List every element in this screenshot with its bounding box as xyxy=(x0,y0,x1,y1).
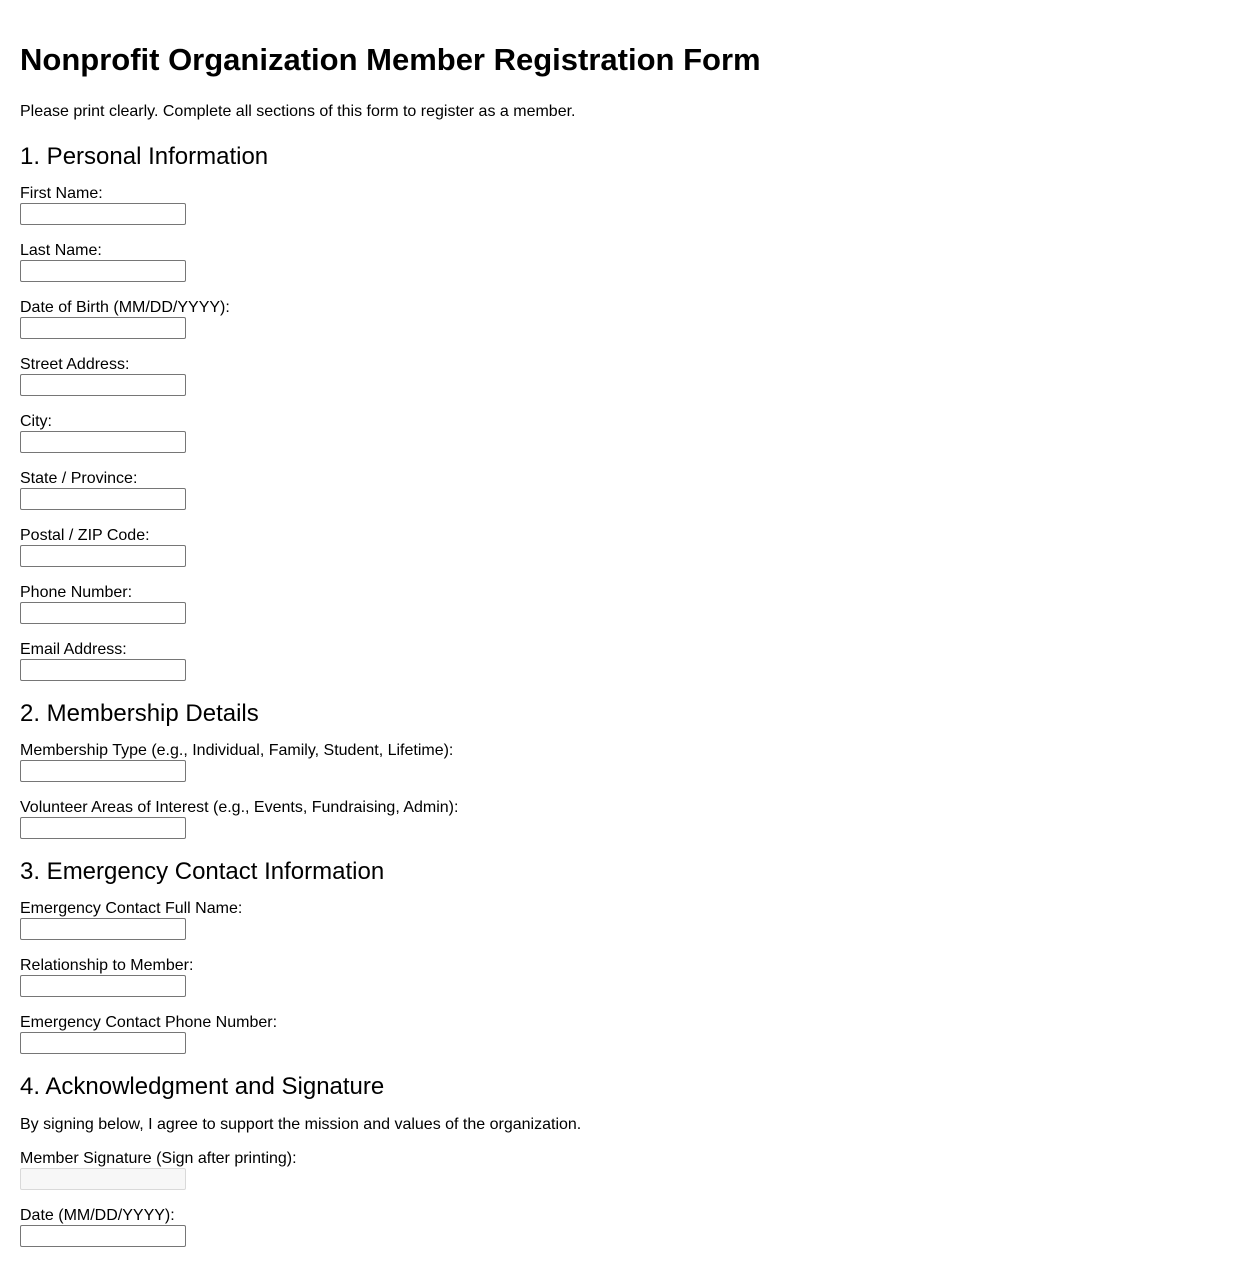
last-name-input[interactable] xyxy=(20,260,186,282)
acknowledgment-text: By signing below, I agree to support the mission and values of the organization. xyxy=(20,1116,582,1133)
phone-number-field xyxy=(20,584,1247,641)
postal-code-label: Postal / ZIP Code: xyxy=(20,527,150,544)
city-field xyxy=(20,413,1247,470)
membership-type-input[interactable] xyxy=(20,760,186,782)
first-name-field xyxy=(20,185,1247,242)
street-address-label: Street Address: xyxy=(20,356,130,373)
email-address-field xyxy=(20,641,1247,680)
city-input[interactable] xyxy=(20,431,186,453)
section-emergency-contact xyxy=(20,858,1247,1053)
section-heading: 4. Acknowledgment and Signature xyxy=(20,1073,385,1100)
section-heading: 2. Membership Details xyxy=(20,700,259,727)
date-of-birth-field xyxy=(20,299,1247,356)
signature-date-input[interactable] xyxy=(20,1225,186,1247)
member-signature-field xyxy=(20,1150,1247,1207)
last-name-field xyxy=(20,242,1247,299)
date-of-birth-input[interactable] xyxy=(20,317,186,339)
phone-number-input[interactable] xyxy=(20,602,186,624)
last-name-label: Last Name: xyxy=(20,242,102,259)
emergency-contact-phone-label: Emergency Contact Phone Number: xyxy=(20,1014,278,1031)
city-label: City: xyxy=(20,413,52,430)
first-name-input[interactable] xyxy=(20,203,186,225)
membership-type-field xyxy=(20,742,1247,799)
section-fields xyxy=(20,185,1247,680)
state-province-label: State / Province: xyxy=(20,470,138,487)
volunteer-areas-label: Volunteer Areas of Interest (e.g., Events, Fundraising, Admin): xyxy=(20,799,459,816)
signature-date-label: Date (MM/DD/YYYY): xyxy=(20,1207,175,1224)
emergency-contact-name-label: Emergency Contact Full Name: xyxy=(20,900,243,917)
volunteer-areas-field xyxy=(20,799,1247,838)
page-title: Nonprofit Organization Member Registration Form xyxy=(20,42,761,77)
member-signature-input xyxy=(20,1168,186,1190)
section-membership-details xyxy=(20,700,1247,838)
emergency-contact-phone-field xyxy=(20,1014,1247,1053)
date-of-birth-label: Date of Birth (MM/DD/YYYY): xyxy=(20,299,230,316)
section-personal-information xyxy=(20,143,1247,680)
membership-type-label: Membership Type (e.g., Individual, Family, Student, Lifetime): xyxy=(20,742,454,759)
volunteer-areas-input[interactable] xyxy=(20,817,186,839)
section-acknowledgment xyxy=(20,1073,1247,1246)
email-address-input[interactable] xyxy=(20,659,186,681)
postal-code-input[interactable] xyxy=(20,545,186,567)
section-heading: 1. Personal Information xyxy=(20,143,269,170)
intro-text: Please print clearly. Complete all sections of this form to register as a member. xyxy=(20,103,576,120)
emergency-contact-phone-input[interactable] xyxy=(20,1032,186,1054)
section-fields xyxy=(20,742,1247,838)
street-address-field xyxy=(20,356,1247,413)
first-name-label: First Name: xyxy=(20,185,103,202)
section-heading: 3. Emergency Contact Information xyxy=(20,858,385,885)
postal-code-field xyxy=(20,527,1247,584)
state-province-field xyxy=(20,470,1247,527)
relationship-field xyxy=(20,957,1247,1014)
section-fields xyxy=(20,900,1247,1053)
relationship-input[interactable] xyxy=(20,975,186,997)
street-address-input[interactable] xyxy=(20,374,186,396)
state-province-input[interactable] xyxy=(20,488,186,510)
section-fields xyxy=(20,1150,1247,1246)
email-address-label: Email Address: xyxy=(20,641,127,658)
signature-date-field xyxy=(20,1207,1247,1246)
phone-number-label: Phone Number: xyxy=(20,584,133,601)
emergency-contact-name-input[interactable] xyxy=(20,918,186,940)
relationship-label: Relationship to Member: xyxy=(20,957,194,974)
emergency-contact-name-field xyxy=(20,900,1247,957)
member-signature-label: Member Signature (Sign after printing): xyxy=(20,1150,297,1167)
